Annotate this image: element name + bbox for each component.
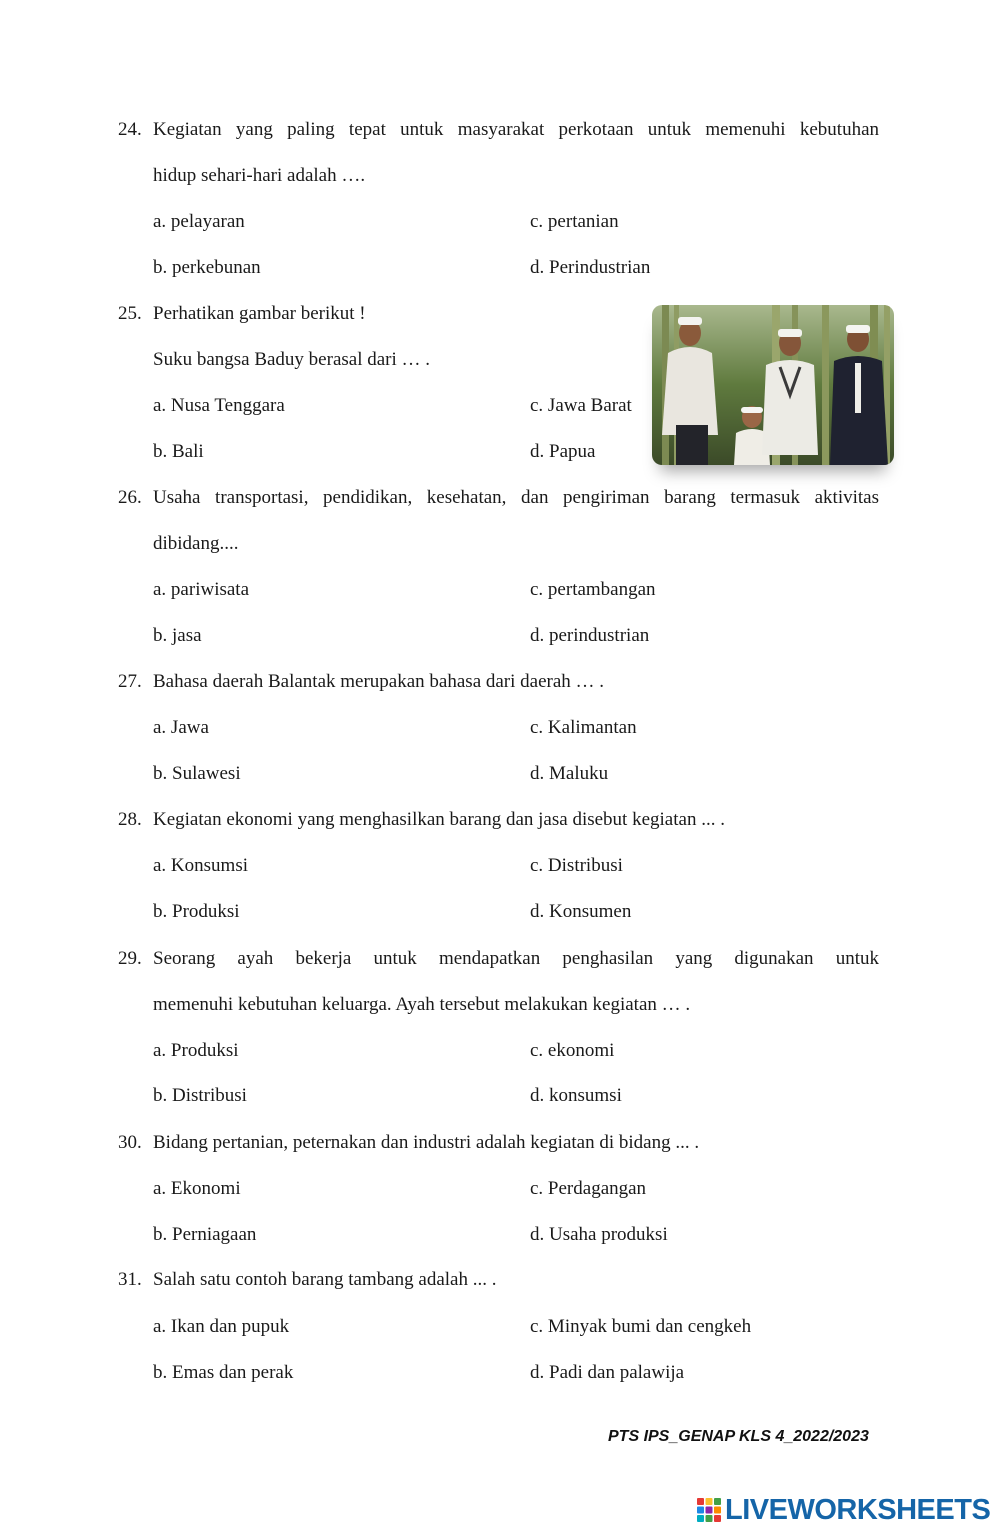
- option-b[interactable]: b. Emas dan perak: [153, 1362, 294, 1383]
- option-a[interactable]: a. Ikan dan pupuk: [153, 1316, 290, 1337]
- option-a[interactable]: a. Produksi: [153, 1040, 239, 1061]
- brand-name: LIVEWORKSHEETS: [725, 1493, 991, 1526]
- option-a[interactable]: a. Ekonomi: [153, 1178, 241, 1199]
- option-d[interactable]: d. perindustrian: [530, 625, 650, 646]
- question-text: Seorang ayah bekerja untuk mendapatkan penghasilan yang digunakan untuk: [153, 948, 879, 969]
- option-b[interactable]: b. Perniagaan: [153, 1224, 257, 1245]
- option-d[interactable]: d. Maluku: [530, 763, 609, 784]
- question-number: 24.: [118, 119, 142, 140]
- question-number: 26.: [118, 487, 142, 508]
- footer-label: PTS IPS_GENAP KLS 4_2022/2023: [608, 1428, 869, 1445]
- option-a[interactable]: a. pelayaran: [153, 211, 245, 232]
- question-number: 27.: [118, 671, 142, 692]
- option-b[interactable]: b. Produksi: [153, 901, 240, 922]
- option-d[interactable]: d. Padi dan palawija: [530, 1362, 685, 1383]
- option-c[interactable]: c. pertambangan: [530, 579, 656, 600]
- option-b[interactable]: b. jasa: [153, 625, 202, 646]
- option-a[interactable]: a. Nusa Tenggara: [153, 395, 285, 416]
- baduy-people-photo: [652, 305, 894, 465]
- question-number: 25.: [118, 303, 142, 324]
- question-text: Perhatikan gambar berikut !: [153, 303, 366, 324]
- option-d[interactable]: d. Papua: [530, 441, 596, 462]
- question-text: Kegiatan yang paling tepat untuk masyarakat perkotaan untuk memenuhi kebutuhan: [153, 119, 879, 140]
- option-d[interactable]: d. Konsumen: [530, 901, 632, 922]
- option-c[interactable]: c. Perdagangan: [530, 1178, 647, 1199]
- question-number: 31.: [118, 1269, 142, 1290]
- option-d[interactable]: d. Perindustrian: [530, 257, 651, 278]
- question-text: Bidang pertanian, peternakan dan industri adalah kegiatan di bidang ... .: [153, 1132, 700, 1153]
- question-number: 28.: [118, 809, 142, 830]
- question-text-continued: dibidang....: [153, 533, 239, 554]
- question-number: 30.: [118, 1132, 142, 1153]
- option-b[interactable]: b. Distribusi: [153, 1085, 247, 1106]
- question-number: 29.: [118, 948, 142, 969]
- option-c[interactable]: c. Minyak bumi dan cengkeh: [530, 1316, 752, 1337]
- question-text-continued: hidup sehari-hari adalah ….: [153, 165, 366, 186]
- option-c[interactable]: c. pertanian: [530, 211, 619, 232]
- option-b[interactable]: b. perkebunan: [153, 257, 261, 278]
- option-c[interactable]: c. Jawa Barat: [530, 395, 632, 416]
- option-b[interactable]: b. Bali: [153, 441, 204, 462]
- question-text: Bahasa daerah Balantak merupakan bahasa dari daerah … .: [153, 671, 605, 692]
- option-c[interactable]: c. ekonomi: [530, 1040, 615, 1061]
- question-text-continued: Suku bangsa Baduy berasal dari … .: [153, 349, 431, 370]
- option-a[interactable]: a. pariwisata: [153, 579, 250, 600]
- question-text: Usaha transportasi, pendidikan, kesehatan, dan pengiriman barang termasuk aktivitas: [153, 487, 879, 508]
- option-d[interactable]: d. konsumsi: [530, 1085, 622, 1106]
- option-c[interactable]: c. Kalimantan: [530, 717, 637, 738]
- option-a[interactable]: a. Jawa: [153, 717, 209, 738]
- liveworksheets-icon: [697, 1498, 721, 1522]
- option-d[interactable]: d. Usaha produksi: [530, 1224, 668, 1245]
- option-b[interactable]: b. Sulawesi: [153, 763, 241, 784]
- question-text: Salah satu contoh barang tambang adalah ... .: [153, 1269, 497, 1290]
- question-text: Kegiatan ekonomi yang menghasilkan barang dan jasa disebut kegiatan ... .: [153, 809, 725, 830]
- liveworksheets-logo[interactable]: [697, 1493, 990, 1527]
- option-a[interactable]: a. Konsumsi: [153, 855, 248, 876]
- question-text-continued: memenuhi kebutuhan keluarga. Ayah tersebut melakukan kegiatan … .: [153, 994, 691, 1015]
- option-c[interactable]: c. Distribusi: [530, 855, 623, 876]
